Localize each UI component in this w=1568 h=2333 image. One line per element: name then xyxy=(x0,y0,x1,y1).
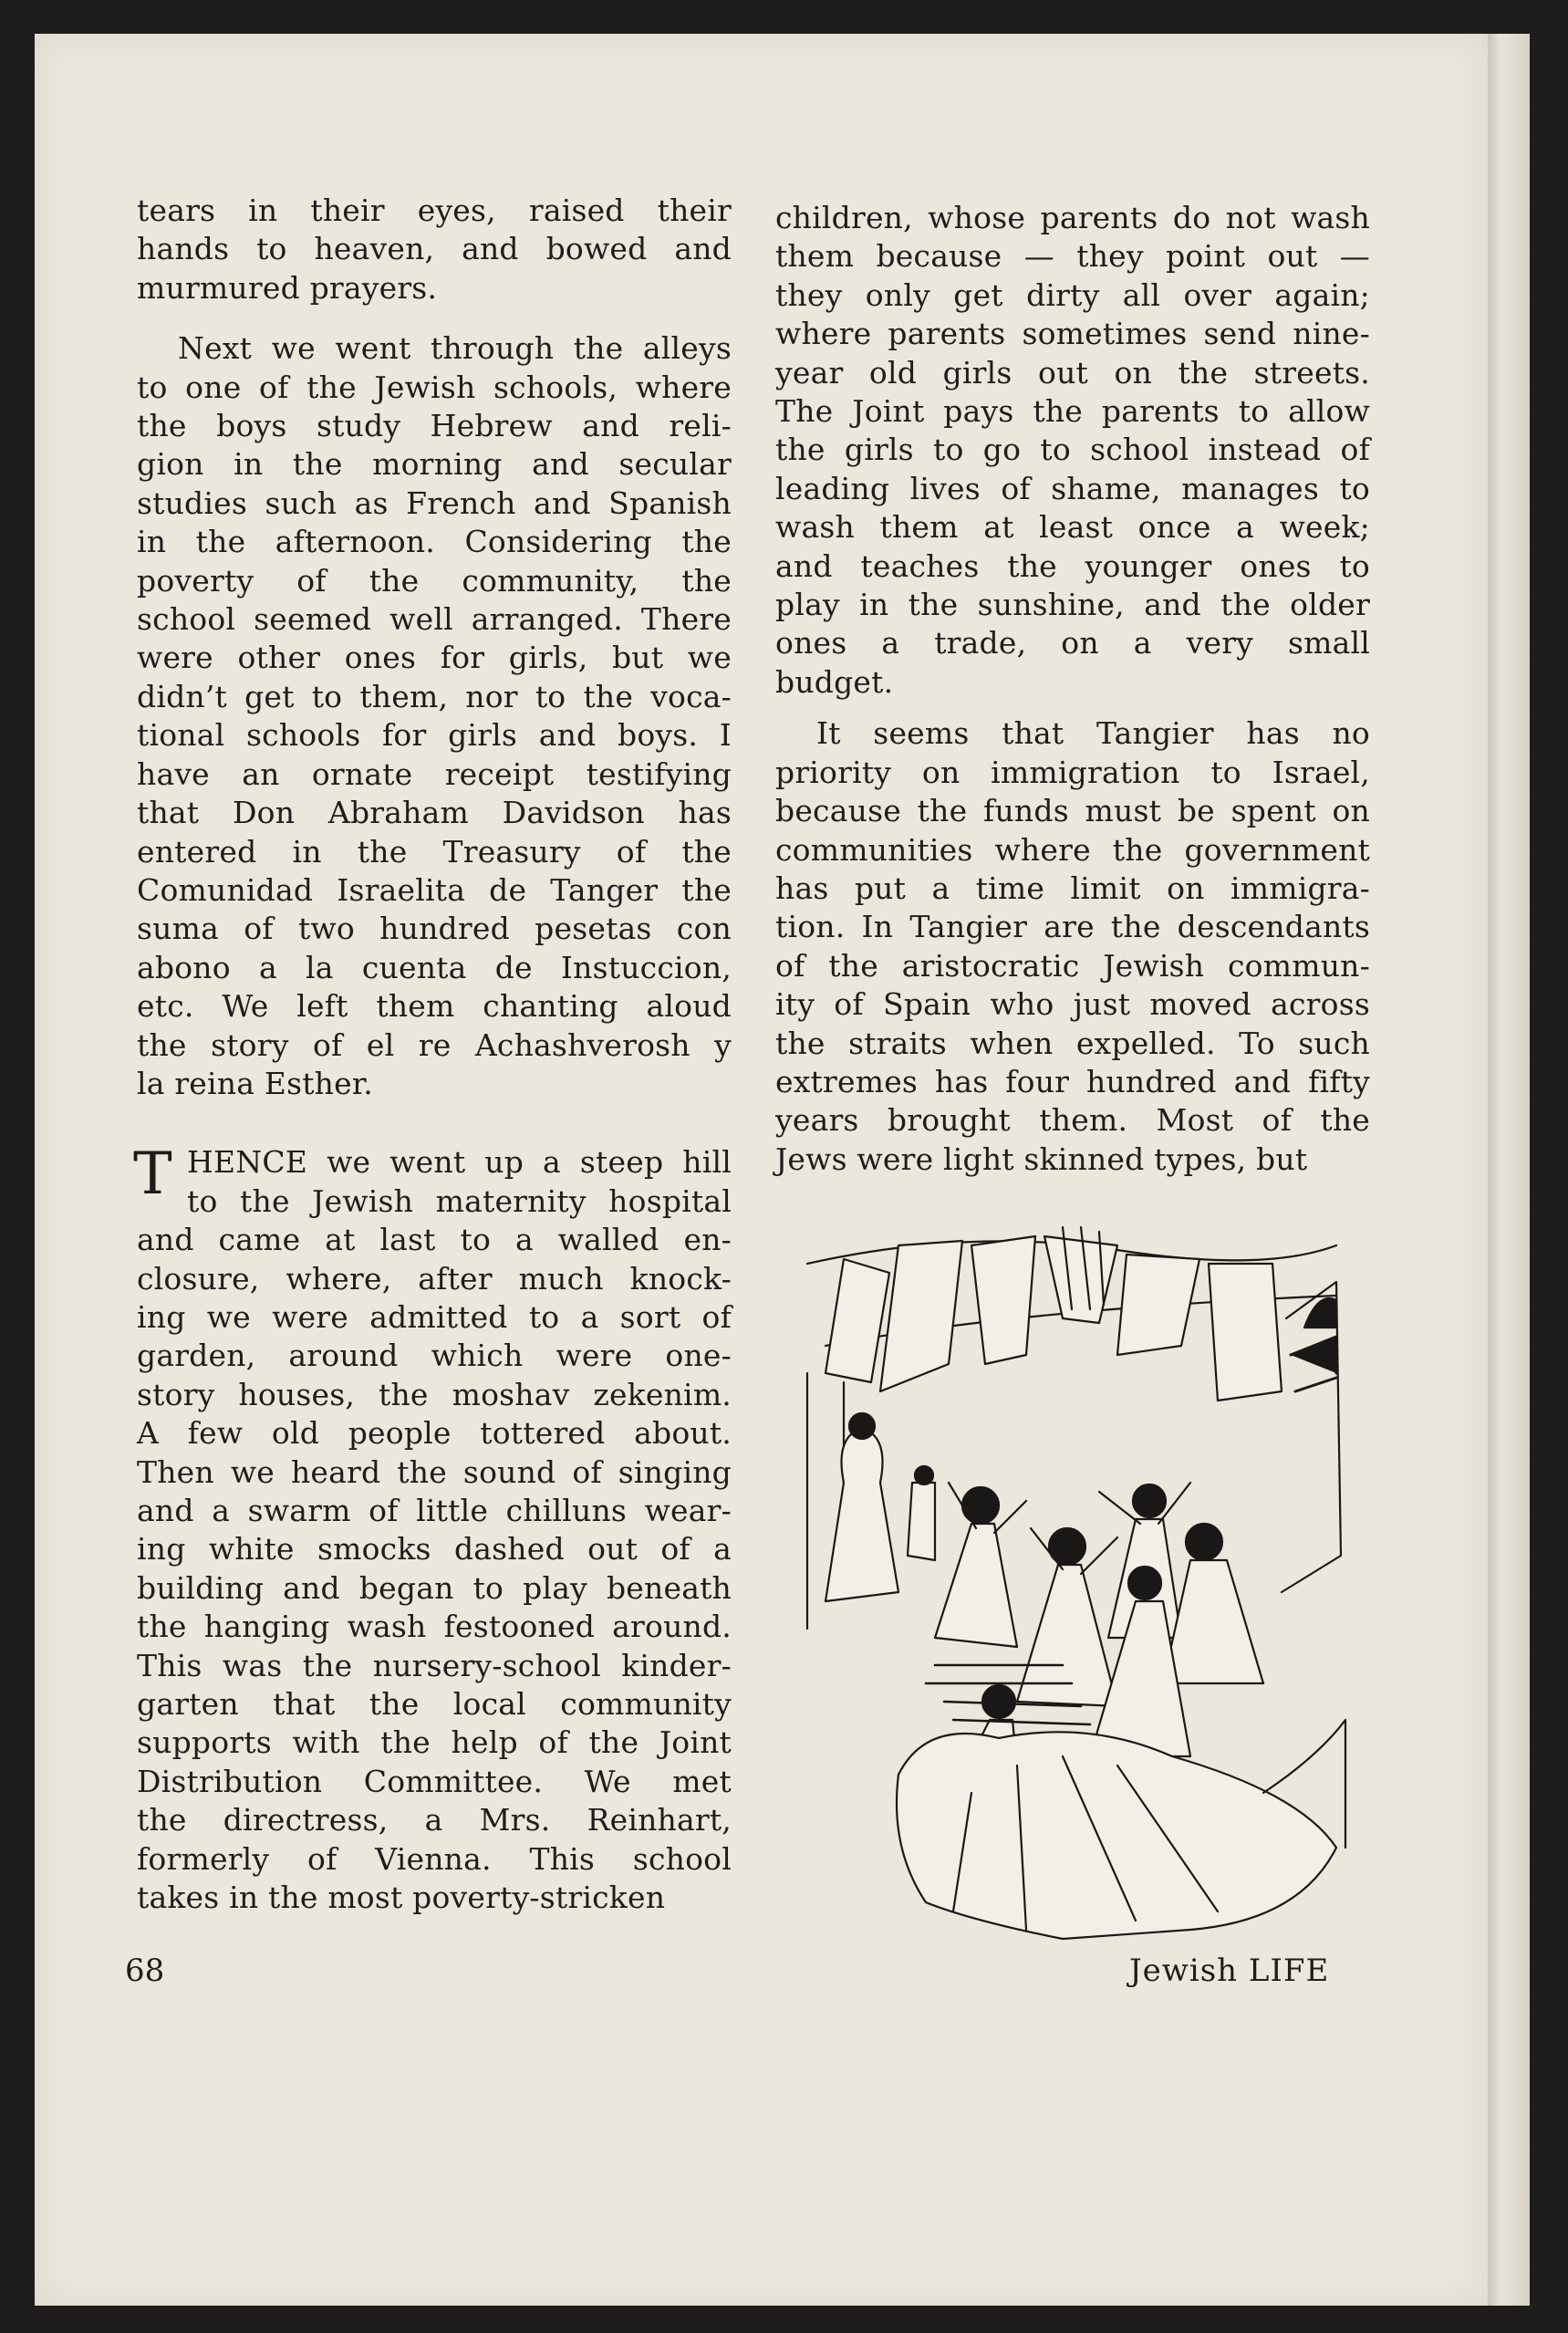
text-line: gion in the morning and secular xyxy=(137,446,732,483)
text-line: ity of Spain who just moved across xyxy=(775,986,1370,1023)
text-line: communities where the government xyxy=(775,831,1370,868)
text-line: garden, around which were one- xyxy=(137,1338,732,1374)
paragraph xyxy=(137,329,732,1103)
text-line: that Don Abraham Davidson has xyxy=(137,795,732,831)
text-line: Distribution Committee. We met xyxy=(137,1763,732,1799)
text-line: school seemed well arranged. There xyxy=(137,601,732,638)
text-line: extremes has four hundred and fifty xyxy=(775,1063,1370,1099)
text-line: and a swarm of little chilluns wear- xyxy=(137,1493,732,1528)
text-line: budget. xyxy=(775,663,894,700)
text-line: because the funds must be spent on xyxy=(775,793,1370,829)
text-line: Jews were light skinned types, but xyxy=(775,1140,1308,1177)
text-line: entered in the Treasury of the xyxy=(137,833,732,870)
text-line: garten that the local community xyxy=(137,1686,732,1723)
text-line: wash them at least once a week; xyxy=(775,509,1370,546)
running-head: Jewish LIFE xyxy=(1129,1953,1330,1989)
text-line: where parents sometimes send nine- xyxy=(775,316,1370,352)
text-line: tional schools for girls and boys. I xyxy=(137,717,732,754)
text-line: Comunidad Israelita de Tanger the xyxy=(137,871,732,908)
text-line: Then we heard the sound of singing xyxy=(137,1453,732,1490)
text-line: hands to heaven, and bowed and xyxy=(137,231,732,267)
text-line: the directress, a Mrs. Reinhart, xyxy=(137,1802,732,1838)
text-line: to one of the Jewish schools, where xyxy=(137,369,732,405)
text-line: the hanging wash festooned around. xyxy=(137,1609,732,1645)
text-line: of the aristocratic Jewish commun- xyxy=(775,947,1370,984)
left-column xyxy=(133,192,732,1917)
text-line: la reina Esther. xyxy=(137,1065,373,1101)
text-line: didn’t get to them, nor to the voca- xyxy=(137,678,732,714)
text-line: the straits when expelled. To such xyxy=(775,1025,1370,1061)
text-line: leading lives of shame, manages to xyxy=(775,470,1370,506)
text-line: they only get dirty all over again; xyxy=(775,276,1370,313)
text-line: have an ornate receipt testifying xyxy=(137,755,732,792)
text-line: building and began to play beneath xyxy=(137,1569,732,1606)
text-line: the girls to go to school instead of xyxy=(775,432,1370,468)
text-line: children, whose parents do not wash xyxy=(775,200,1370,235)
text-line: It seems that Tangier has no xyxy=(816,715,1370,752)
text-line: takes in the most poverty-stricken xyxy=(137,1880,666,1916)
text-line: The Joint pays the parents to allow xyxy=(775,393,1370,430)
text-line: supports with the help of the Joint xyxy=(137,1724,732,1761)
dropcap: T xyxy=(133,1140,172,1209)
paragraph-with-dropcap xyxy=(133,1140,732,1917)
paragraph xyxy=(775,199,1370,702)
text-line: tears in their eyes, raised their xyxy=(137,193,732,228)
text-line: were other ones for girls, but we xyxy=(137,640,732,676)
text-line: poverty of the community, the xyxy=(137,562,732,599)
text-line: Next we went through the alleys xyxy=(178,330,732,367)
text-line: tion. In Tangier are the descendants xyxy=(775,909,1370,945)
text-line: the boys study Hebrew and reli- xyxy=(137,408,732,444)
text-line: the story of el re Achashverosh y xyxy=(137,1026,732,1063)
text-line: HENCE we went up a steep hill xyxy=(187,1144,732,1181)
paragraph xyxy=(137,192,732,307)
text-line: year old girls out on the streets. xyxy=(775,354,1370,391)
page-number: 68 xyxy=(125,1953,165,1989)
text-line: them because — they point out — xyxy=(775,238,1370,275)
paragraph xyxy=(775,714,1370,1179)
text-line: and teaches the younger ones to xyxy=(775,547,1370,584)
children-dancing-illustration xyxy=(789,1209,1355,1943)
text-line: This was the nursery-school kinder- xyxy=(137,1647,732,1683)
text-line: in the afternoon. Considering the xyxy=(137,524,732,560)
text-line: A few old people tottered about. xyxy=(137,1415,732,1452)
text-line: years brought them. Most of the xyxy=(775,1102,1370,1139)
text-line: studies such as French and Spanish xyxy=(137,484,732,521)
text-line: murmured prayers. xyxy=(137,269,438,306)
text-line: closure, where, after much knock- xyxy=(137,1260,732,1297)
text-line: has put a time limit on immigra- xyxy=(775,870,1370,906)
text-line: ing white smocks dashed out of a xyxy=(137,1531,732,1567)
text-line: story houses, the moshav zekenim. xyxy=(137,1376,732,1412)
text-line: to the Jewish maternity hospital xyxy=(187,1182,732,1219)
text-line: and came at last to a walled en- xyxy=(137,1222,732,1258)
text-line: play in the sunshine, and the older xyxy=(775,587,1370,623)
text-line: priority on immigration to Israel, xyxy=(775,754,1370,790)
text-line: abono a la cuenta de Instuccion, xyxy=(137,949,732,985)
facing-page-edge xyxy=(1488,34,1530,2306)
right-column xyxy=(775,199,1370,1179)
text-line: ing we were admitted to a sort of xyxy=(137,1298,732,1335)
text-line: etc. We left them chanting aloud xyxy=(137,988,732,1025)
text-line: ones a trade, on a very small xyxy=(775,625,1370,661)
text-line: formerly of Vienna. This school xyxy=(137,1840,732,1877)
text-line: suma of two hundred pesetas con xyxy=(137,911,732,947)
